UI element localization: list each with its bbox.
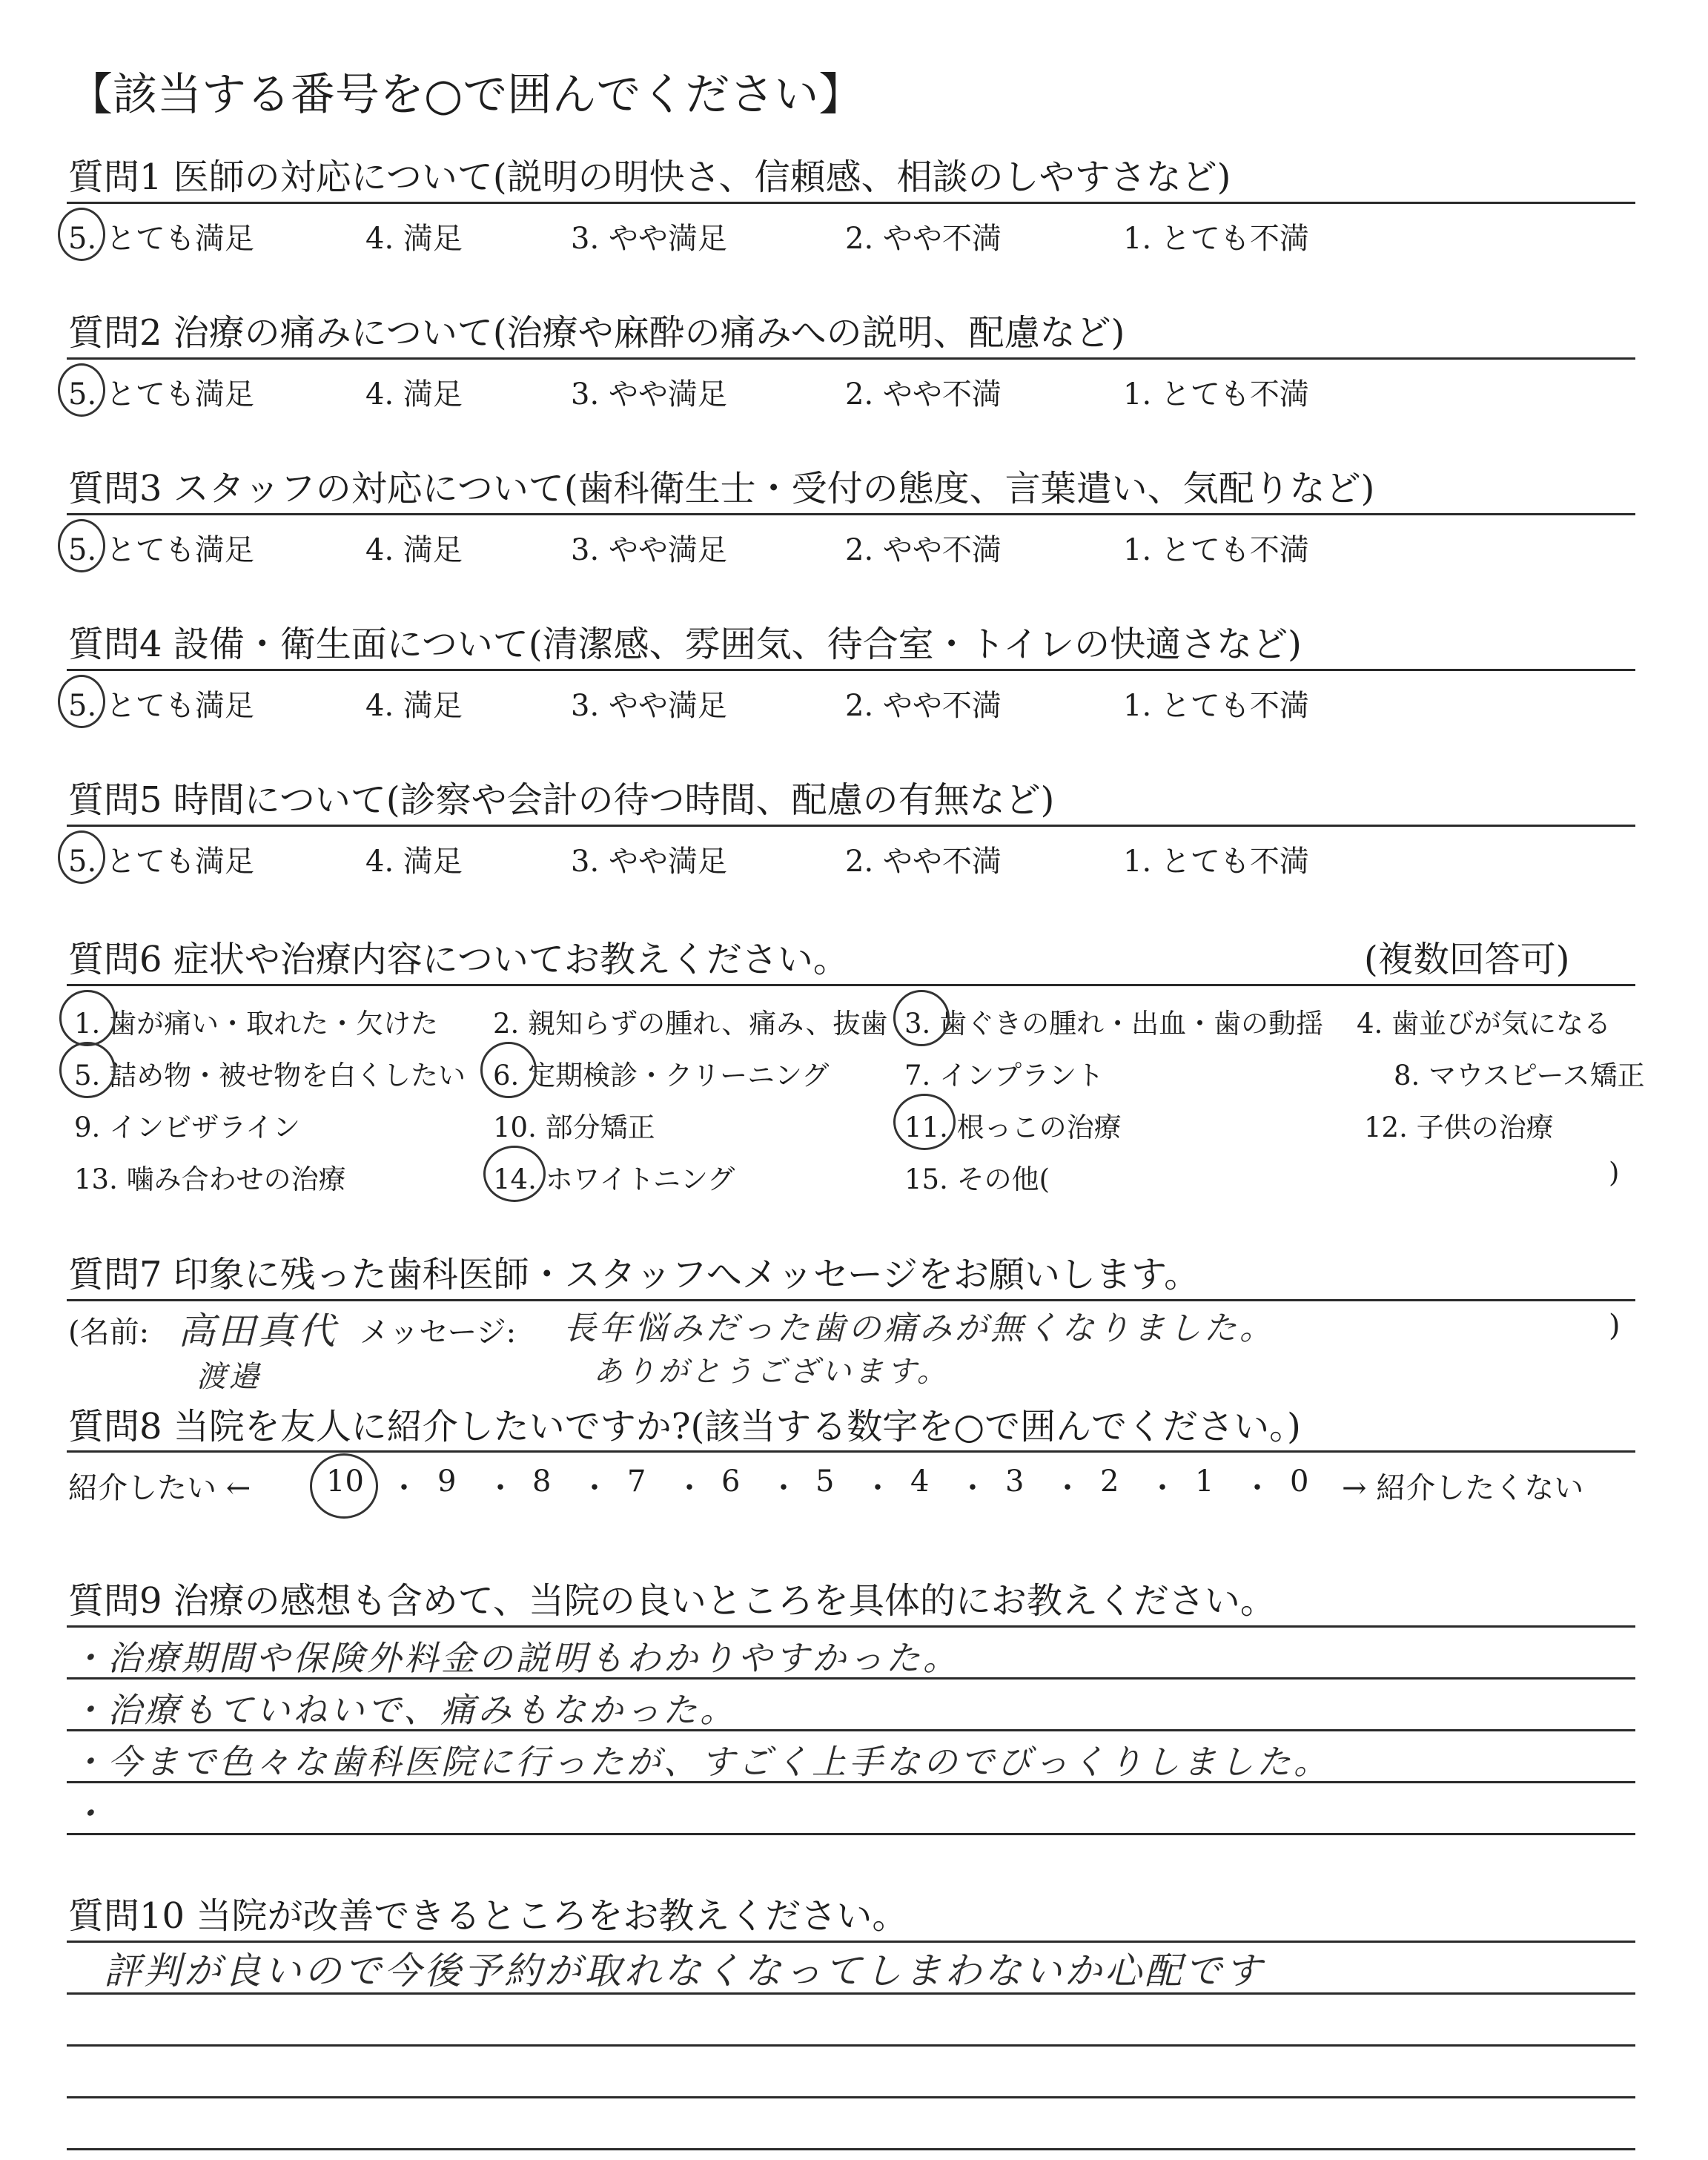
name-handwriting: 高田真代 [178, 1309, 338, 1353]
q6-option-10[interactable]: 10. 部分矯正 [493, 1112, 655, 1143]
q2-option-3[interactable]: 3. やや満足 [571, 377, 727, 412]
question-2-title: 質問2 治療の痛みについて(治療や麻酔の痛みへの説明、配慮など) [68, 312, 1125, 354]
q5-option-3[interactable]: 3. やや満足 [571, 845, 727, 879]
q1-option-4[interactable]: 4. 満足 [365, 222, 463, 256]
score-dot: ・ [675, 1471, 704, 1505]
score-5[interactable]: 5 [815, 1464, 835, 1499]
divider [67, 202, 1635, 204]
message-handwriting-2: ありがとうございます。 [593, 1355, 950, 1389]
message-label: メッセージ: [360, 1315, 517, 1350]
q3-option-2[interactable]: 2. やや不満 [845, 533, 1002, 567]
score-dot: ・ [486, 1471, 515, 1505]
selection-circle [480, 1042, 537, 1098]
q4-option-3[interactable]: 3. やや満足 [571, 689, 727, 723]
recommend-left-label: 紹介したい ← [68, 1471, 251, 1505]
score-dot: ・ [1053, 1471, 1082, 1505]
score-6[interactable]: 6 [721, 1464, 741, 1499]
writing-line [67, 2148, 1635, 2150]
writing-line [67, 1833, 1635, 1835]
q6-option-9[interactable]: 9. インビザライン [74, 1112, 300, 1143]
divider [67, 357, 1635, 360]
divider [67, 825, 1635, 827]
message-close-paren: ) [1609, 1309, 1621, 1343]
q3-option-1[interactable]: 1. とても不満 [1123, 533, 1309, 567]
score-4[interactable]: 4 [910, 1464, 930, 1499]
name-handwriting-2: 渡邉 [196, 1360, 262, 1394]
q1-option-2[interactable]: 2. やや不満 [845, 222, 1002, 256]
divider [67, 1450, 1635, 1453]
q1-option-5[interactable]: 5. とても満足 [68, 222, 254, 256]
q2-option-2[interactable]: 2. やや不満 [845, 377, 1002, 412]
q6-option-13[interactable]: 13. 噛み合わせの治療 [74, 1163, 346, 1195]
score-9[interactable]: 9 [437, 1464, 457, 1499]
score-dot: ・ [1148, 1471, 1177, 1505]
score-7[interactable]: 7 [627, 1464, 646, 1499]
q10-answer-line: 評判が良いので今後予約が取れなくなってしまわないか心配です [104, 1949, 1265, 1992]
q3-option-5[interactable]: 5. とても満足 [68, 533, 254, 567]
selection-circle [483, 1146, 546, 1202]
selection-circle [893, 990, 950, 1046]
question-8-title: 質問8 当院を友人に紹介したいですか?(該当する数字を○で囲んでください。) [68, 1406, 1301, 1447]
q2-option-4[interactable]: 4. 満足 [365, 377, 463, 412]
selection-circle [310, 1453, 378, 1519]
q5-option-4[interactable]: 4. 満足 [365, 845, 463, 879]
q6-option-11[interactable]: 11. 根っこの治療 [904, 1112, 1122, 1143]
q6-option-3[interactable]: 3. 歯ぐきの腫れ・出血・歯の動揺 [904, 1008, 1324, 1040]
q9-answer-line: ・ [70, 1794, 107, 1834]
q1-option-1[interactable]: 1. とても不満 [1123, 222, 1309, 256]
question-9-title: 質問9 治療の感想も含めて、当院の良いところを具体的にお教えください。 [68, 1580, 1276, 1622]
divider [67, 513, 1635, 515]
writing-line [67, 2096, 1635, 2098]
divider [67, 1625, 1635, 1628]
q6-option-8[interactable]: 8. マウスピース矯正 [1394, 1060, 1645, 1091]
score-10[interactable]: 10 [326, 1464, 364, 1499]
q6-option-7[interactable]: 7. インプラント [904, 1060, 1105, 1091]
question-10-title: 質問10 当院が改善できるところをお教えください。 [68, 1895, 908, 1937]
question-7-title: 質問7 印象に残った歯科医師・スタッフへメッセージをお願いします。 [68, 1254, 1200, 1295]
q6-option-14[interactable]: 14. ホワイトニング [493, 1163, 735, 1195]
q6-other-close-paren: ) [1609, 1157, 1620, 1189]
selection-circle [58, 675, 105, 728]
question-1-title: 質問1 医師の対応について(説明の明快さ、信頼感、相談のしやすさなど) [68, 156, 1231, 198]
message-handwriting: 長年悩みだった歯の痛みが無くなりました。 [563, 1309, 1275, 1347]
selection-circle [59, 990, 116, 1046]
q4-option-2[interactable]: 2. やや不満 [845, 689, 1002, 723]
selection-circle [59, 1042, 116, 1098]
writing-line [67, 2044, 1635, 2047]
score-dot: ・ [958, 1471, 987, 1505]
q6-option-12[interactable]: 12. 子供の治療 [1364, 1112, 1554, 1143]
multiple-answers-note: (複数回答可) [1364, 939, 1570, 980]
name-label: (名前: [68, 1315, 150, 1350]
q4-option-1[interactable]: 1. とても不満 [1123, 689, 1309, 723]
q6-option-6[interactable]: 6. 定期検診・クリーニング [493, 1060, 830, 1091]
score-dot: ・ [1242, 1471, 1272, 1505]
score-2[interactable]: 2 [1100, 1464, 1119, 1499]
divider [67, 669, 1635, 671]
q6-option-4[interactable]: 4. 歯並びが気になる [1357, 1008, 1612, 1040]
question-3-title: 質問3 スタッフの対応について(歯科衛生士・受付の態度、言葉遣い、気配りなど) [68, 468, 1375, 509]
score-dot: ・ [389, 1471, 419, 1505]
q4-option-5[interactable]: 5. とても満足 [68, 689, 254, 723]
q5-option-5[interactable]: 5. とても満足 [68, 845, 254, 879]
q9-answer-line: ・今まで色々な歯科医院に行ったが、すごく上手なのでびっくりしました。 [70, 1742, 1331, 1782]
score-0[interactable]: 0 [1290, 1464, 1309, 1499]
question-5-title: 質問5 時間について(診察や会計の待つ時間、配慮の有無など) [68, 779, 1055, 821]
question-6-title: 質問6 症状や治療内容についてお教えください。 [68, 939, 849, 980]
score-3[interactable]: 3 [1005, 1464, 1025, 1499]
q2-option-5[interactable]: 5. とても満足 [68, 377, 254, 412]
q3-option-4[interactable]: 4. 満足 [365, 533, 463, 567]
score-dot: ・ [769, 1471, 798, 1505]
page-title: 【該当する番号を○で囲んでください】 [68, 69, 864, 121]
q5-option-2[interactable]: 2. やや不満 [845, 845, 1002, 879]
score-8[interactable]: 8 [532, 1464, 552, 1499]
score-1[interactable]: 1 [1195, 1464, 1214, 1499]
q6-option-15[interactable]: 15. その他( [904, 1163, 1050, 1195]
selection-circle [58, 208, 105, 261]
q2-option-1[interactable]: 1. とても不満 [1123, 377, 1309, 412]
score-dot: ・ [580, 1471, 609, 1505]
recommend-right-label: → 紹介したくない [1342, 1471, 1584, 1505]
selection-circle [893, 1094, 956, 1150]
q6-option-1[interactable]: 1. 歯が痛い・取れた・欠けた [74, 1008, 439, 1040]
selection-circle [58, 519, 105, 572]
q6-option-5[interactable]: 5. 詰め物・被せ物を白くしたい [74, 1060, 466, 1091]
q9-answer-line: ・治療もていねいで、痛みもなかった。 [70, 1690, 738, 1730]
selection-circle [58, 830, 105, 884]
q9-answer-line: ・治療期間や保険外料金の説明もわかりやすかった。 [70, 1638, 960, 1678]
q6-option-2[interactable]: 2. 親知らずの腫れ、痛み、抜歯 [493, 1008, 888, 1040]
score-dot: ・ [863, 1471, 893, 1505]
q5-option-1[interactable]: 1. とても不満 [1123, 845, 1309, 879]
q4-option-4[interactable]: 4. 満足 [365, 689, 463, 723]
q3-option-3[interactable]: 3. やや満足 [571, 533, 727, 567]
divider [67, 984, 1635, 986]
q1-option-3[interactable]: 3. やや満足 [571, 222, 727, 256]
selection-circle [58, 363, 105, 417]
question-4-title: 質問4 設備・衛生面について(清潔感、雰囲気、待合室・トイレの快適さなど) [68, 624, 1302, 665]
